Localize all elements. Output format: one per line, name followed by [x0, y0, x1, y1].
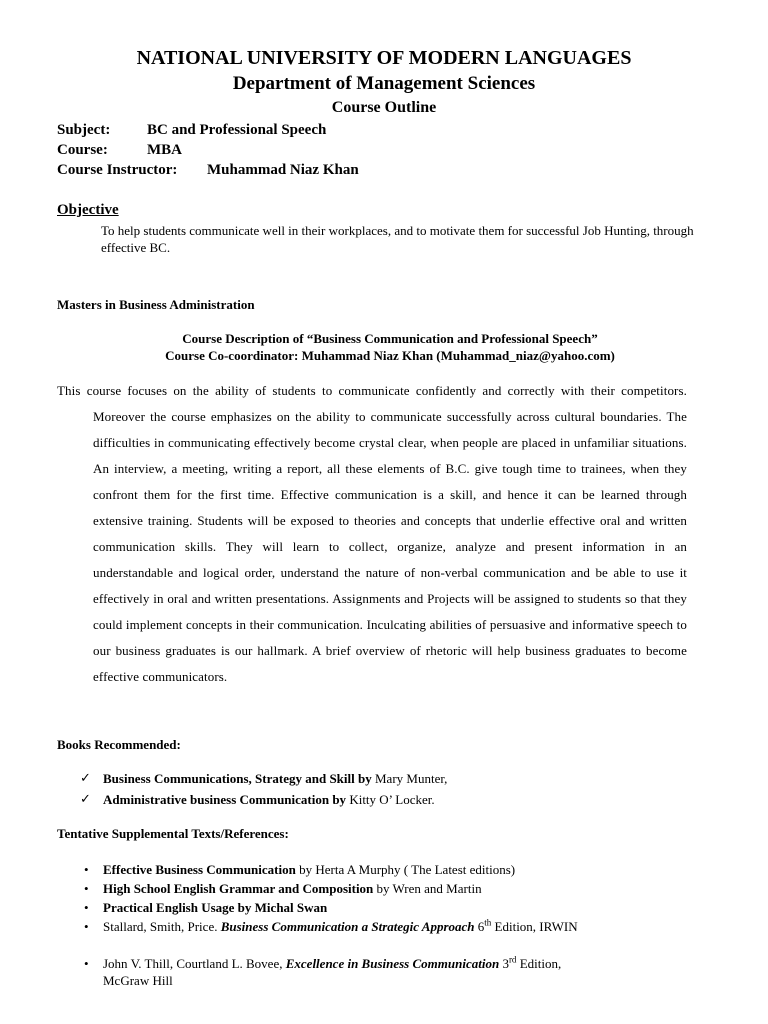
reference-title: Effective Business Communication — [103, 862, 296, 877]
bullet-icon: • — [84, 862, 89, 877]
reference-title: Practical English Usage by Michal Swan — [103, 900, 328, 915]
book-title: Business Communications, Strategy and Skill by — [103, 771, 372, 786]
reference-item — [103, 862, 515, 878]
bullet-icon: • — [84, 919, 89, 934]
reference-item — [103, 900, 327, 916]
reference-detail: by Wren and Martin — [373, 881, 482, 896]
course-description-body: This course focuses on the ability of students to communicate confidently and correctly with their competitors. Moreover the course emphasizes on the ability to communicate successfully across cultural boundaries. The difficulties in communicating effectively become crystal clear, when people are placed in unfamiliar situations. An interview, a meeting, writing a report, all these elements of B.C. give tough time to trainees, when they confront them for the first time. Effective communication is a skill, and hence it can be learned through extensive training. Students will be exposed to theories and concepts that underlie effective oral and written communication skills. They will learn to collect, organize, analyze and present information in an understandable and logical order, understand the nature of non-verbal communication and be able to use it effectively in oral and written presentations. Assignments and Projects will be assigned to students so that they could implement concepts in their communication. Inculcating abilities of persuasive and informative speech to our business graduates is our hallmark. A brief overview of rhetoric will help business graduates to become effective communicators. — [57, 383, 687, 684]
instructor-label: Course Instructor: — [57, 162, 178, 178]
reference-detail: by Herta A Murphy ( The Latest editions) — [295, 862, 516, 877]
subject-label: Subject: — [57, 122, 111, 138]
book-item — [103, 792, 435, 808]
reference-title: High School English Grammar and Composition — [103, 881, 374, 896]
checkmark-icon: ✓ — [80, 791, 91, 806]
edition-number: 3 — [499, 956, 509, 971]
reference-item — [103, 919, 578, 935]
reference-detail: Edition, — [516, 956, 562, 971]
book-item — [103, 771, 447, 787]
bullet-icon: • — [84, 956, 89, 971]
edition-suffix: th — [484, 917, 492, 928]
reference-authors: Stallard, Smith, Price. — [103, 919, 221, 934]
reference-detail: Edition, IRWIN — [491, 919, 578, 934]
bullet-icon: • — [84, 881, 89, 896]
university-name: NATIONAL UNIVERSITY OF MODERN LANGUAGES — [136, 47, 632, 69]
reference-item — [103, 881, 482, 897]
objective-text: To help students communicate well in their workplaces, and to motivate them for successful Job Hunting, through effective BC. — [101, 223, 694, 255]
course-coordinator: Course Co-coordinator: Muhammad Niaz Khan (Muhammad_niaz@yahoo.com) — [165, 348, 615, 363]
reference-authors: John V. Thill, Courtland L. Bovee, — [103, 956, 286, 971]
book-author: Kitty O’ Locker. — [346, 792, 435, 807]
program-name: Masters in Business Administration — [57, 297, 255, 312]
document-title: Course Outline — [331, 99, 437, 116]
reference-title: Business Communication a Strategic Approach — [220, 919, 475, 934]
bullet-icon: • — [84, 900, 89, 915]
book-title: Administrative business Communication by — [103, 792, 347, 807]
supplemental-heading: Tentative Supplemental Texts/References: — [57, 826, 289, 841]
reference-publisher: McGraw Hill — [103, 973, 173, 988]
edition-number: 6 — [474, 919, 485, 934]
checkmark-icon: ✓ — [80, 770, 91, 785]
reference-title: Excellence in Business Communication — [285, 956, 500, 971]
course-value: MBA — [147, 142, 182, 158]
course-description-title: Course Description of “Business Communication and Professional Speech” — [182, 331, 598, 346]
department-name: Department of Management Sciences — [232, 73, 536, 94]
course-label: Course: — [57, 142, 108, 158]
objective-heading: Objective — [57, 202, 119, 218]
reference-item — [103, 956, 561, 972]
book-author: Mary Munter, — [371, 771, 448, 786]
instructor-value: Muhammad Niaz Khan — [207, 162, 359, 178]
subject-value: BC and Professional Speech — [147, 122, 327, 138]
edition-suffix: rd — [508, 954, 517, 965]
books-heading: Books Recommended: — [57, 737, 181, 752]
